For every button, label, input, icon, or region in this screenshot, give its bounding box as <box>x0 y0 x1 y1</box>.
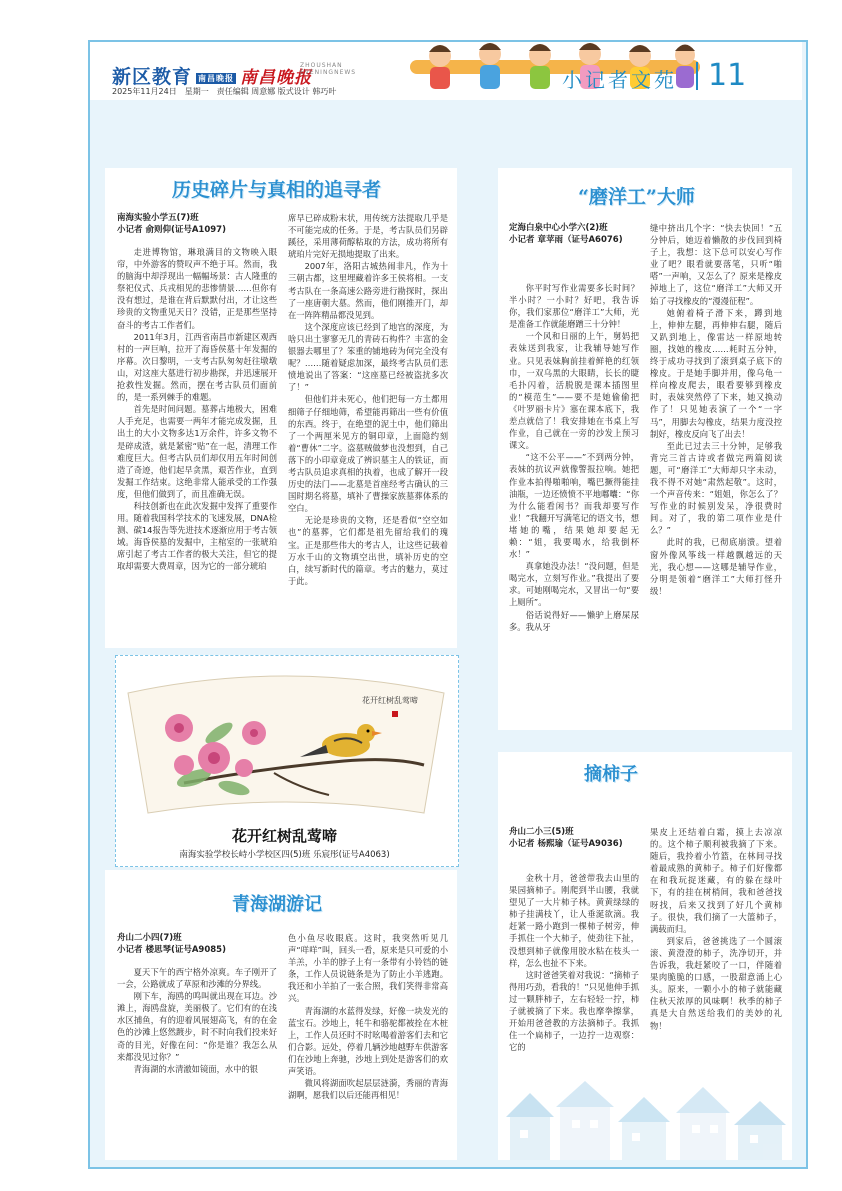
yangong-paragraph: 真拿她没办法！“没问题，但是喝完水，立刻写作业。”我提出了要求。可她刚喝完水，又冒出一句“要上厕所”。 <box>509 561 639 608</box>
yangong-paragraph: “这不公平——”不到两分钟，表妹的抗议声就像警报拉响。她把作业本拍得啪啪响，嘴巴撅得能挂油瓶，一边还愤愤不平地嘟囔：“你为什么能看闲书？而我却要写作业！”我翻开写满笔记的语文书，想堵她的嘴，结果她却要起无赖：“姐，我要喝水，给我倒杯水！” <box>509 452 639 560</box>
masthead-brand: 南昌晚报 <box>240 68 313 88</box>
persimmon-column-2 <box>650 826 782 1074</box>
persimmon-paragraph: 金秋十月，爸爸带我去山里的果园摘柿子。刚爬到半山腰，我就望见了一大片柿子林。黄黄绿绿的柿子挂满枝丫，让人垂涎欲滴。我赶紧一路小跑到一棵柿子树旁，伸手抓住一个大柿子，使劲往下扯，没想到柿子就像用胶水粘在枝头一样，怎么也扯不下来。 <box>509 873 639 968</box>
qinghai-paragraph: 夏天下午的西宁格外凉爽。车子刚开了一会，公路就成了草原和沙滩的分界线。 <box>117 967 277 990</box>
history-paragraph: 走进博物馆，琳琅满目的文物映入眼帘，中外游客的赞叹声不绝于耳。然而，我的脑海中却浮现出一幅幅场景：古人隆重的祭祀仪式、兵戎相见的悲惨情景……但你有没有想过，是谁在背后默默付出，才让这些珍贵的文物重见天日？没错，正是那些坚持奋斗的考古工作者们。 <box>117 247 277 330</box>
history-paragraph: 无论是珍贵的文物，还是看似“空空如也”的墓葬，它们都是祖先留给我们的瑰宝。正是那些伟大的考古人，让这些记载着万水千山的文物填空出世，填补历史的空白，续写新时代的篇章。考古的魅力，莫过于此。 <box>288 515 448 586</box>
section-name: 小记者文苑 <box>562 68 677 92</box>
qinghai-byline <box>117 932 277 956</box>
yangong-school: 定海白泉中心小学六(2)班 <box>509 223 608 233</box>
painting-credit: 南海实验学校长峙小学校区四(5)班 乐宸彤(证号A4063) <box>179 850 390 860</box>
qinghai-paragraph: 青海湖的水蓝得发绿，好像一块发光的蓝宝石。沙地上，牦牛和骆驼都被拴在木桩上，工作人员还时不时吆喝着游客们去和它们合影。远处，停着几辆沙地越野车供游客们在沙地上奔驰，沙地上到处是游客们的欢声笑语。 <box>288 1005 448 1077</box>
yangong-paragraph: 至此已过去三十分钟，足够我背完三首古诗或者做完两篇阅读题，可“磨洋工”大师却只字未动，我不得不对她“肃然起敬”。这时，一个声音传来：“姐姐，你怎么了？写作业的时候别发呆，净很费时间。对了，我的第二项作业是什么？” <box>650 440 782 536</box>
qinghai-paragraph: 色小鱼尽收眼底。这时，我突然听见几声“咩咩”叫，回头一看，原来是只可爱的小羊羔，小羊的脖子上有一条带有小铃铛的链条，工作人员说链条是为了防止小羊逃跑。我还和小羊拍了一张合照，我们笑得非常高兴。 <box>288 933 448 1004</box>
qinghai-paragraph: 青海湖的水清澈如镜面，水中的银 <box>133 1063 259 1074</box>
yangong-column-1 <box>509 282 639 722</box>
persimmon-paragraph: 这时爸爸笑着对我说：“摘柿子得用巧劲，看我的！”只见他伸手抓过一颗胖柿子，左右轻轻一拧，柿子就被摘了下来。我也摩拳擦掌，开始用爸爸教的方法摘柿子。我抓住一个扁柿子，一边拧一边观察：它的 <box>509 969 639 1053</box>
history-paragraph: 科技创新也在此次发掘中发挥了重要作用。随着我国科学技术的飞速发展，DNA检测、碳14报告等先进技术逐渐应用于考古领域。海昏侯墓的发掘中，主棺室的一张琥珀席引起了考古工作者的极大关注，但它的提取却需要大费周章，因为它的一部分琥珀 <box>117 500 277 572</box>
history-paragraph: 这个深度应该已经到了地宫的深度，为啥只出土寥寥无几的青砖石构件？丰富的金银器去哪里了？笨重的铺地砖为何完全没有呢？……随着疑虑加深，最终考古队员们悲愤地说出了答案：“这座墓已经被盗扰多次了！” <box>288 321 448 393</box>
qinghai-paragraph: 微风将湖面吹起层层涟漪，秀丽的青海湖啊，愿我们以后还能再相见！ <box>288 1078 448 1101</box>
yangong-paragraph: 一个风和日丽的上午，舅妈把表妹送到我家，让我辅导她写作业。只见表妹胸前挂着鲜艳的红领巾，一双乌黑的大眼睛，长长的睫毛扑闪着，活脱脱是课本插图里的“模范生”——要不是她偷偷把《叶罗丽卡片》塞在课本底下，我差点就信了！我安排她在书桌上写作业，自己就在一旁的沙发上预习课文。 <box>509 331 639 451</box>
persimmon-reporter: 小记者 杨熙瑜（证号A9036) <box>509 839 623 849</box>
masthead-title <box>112 62 312 89</box>
persimmon-paragraph: 到家后，爸爸挑选了一个圆滚滚、黄澄澄的柿子，洗净切开，并告诉我，我赶紧咬了一口，伴随着果肉脆脆的口感，一股甜意涌上心头。原来，一颗小小的柿子就能藏住秋天浓厚的风味啊！秋季的柿子真是大自然送给我们的美妙的礼物！ <box>650 935 782 1031</box>
history-column-2 <box>288 212 448 642</box>
qinghai-column-2 <box>288 932 448 1156</box>
yangong-paragraph: 你平时写作业需要多长时间？半小时？一小时？好吧，我告诉你，我们家那位“磨洋工”大师，光是准备工作就能磨蹭三十分钟！ <box>509 283 639 330</box>
qinghai-school: 舟山二小四(7)班 <box>117 933 182 943</box>
qinghai-reporter: 小记者 楼思琴(证号A9085) <box>117 945 226 955</box>
persimmon-column-1 <box>509 872 639 1072</box>
yangong-paragraph: 此时的我，已彻底崩溃。望着窗外像风筝线一样越飘越远的天光，我心想——这哪是辅导作业，分明是领着“磨洋工”大师打怪升级！ <box>650 537 782 596</box>
persimmon-article-title: 摘柿子 <box>584 764 638 785</box>
yangong-column-2 <box>650 222 782 722</box>
masthead-english-line2: EVENINGNEWS <box>300 69 357 76</box>
painting-inscription: 花开红树乱莺啼 <box>362 696 418 705</box>
houses-illustration <box>500 1075 792 1160</box>
history-school: 南海实验小学五(7)班 <box>117 213 199 223</box>
qinghai-paragraph: 刚下车，海鸥的鸣叫就出现在耳边。沙滩上，海鸥盘旋，美丽极了。它们有的在浅水区捕鱼，有的迎着风展翅高飞，有的在金色的沙滩上悠然踱步，时不时向我们投来好奇的目光，好像在问：“你是谁？我怎么从来都没见过你？” <box>117 991 277 1062</box>
page-number: 11 <box>708 58 747 93</box>
painting-title: 花开红树乱莺啼 <box>231 827 337 845</box>
history-reporter: 小记者 俞则仰(证号A1097) <box>117 225 226 235</box>
masthead-english-line1: ZHOUSHAN <box>300 62 343 69</box>
qinghai-column-1 <box>117 966 277 1156</box>
issue-line: 2025年11月24日 星期一 责任编辑 周意娜 版式设计 韩巧叶 <box>112 87 337 96</box>
painting-image <box>124 673 448 819</box>
history-paragraph: 2007年，洛阳古城热闹非凡，作为十三朝古都，这里埋藏着许多王侯将相。一支考古队在一条高速公路旁进行勘探时，探出了一座唐朝大墓。然而，他们刚推开门，却在一阵阵精品都没见到。 <box>288 261 448 320</box>
persimmon-paragraph: 果皮上还结着白霜，摸上去凉凉的。这个柿子顺利被我摘了下来。随后，我拎着小竹篮，在林间寻找着最成熟的黄柿子。柿子们好像都在和我玩捉迷藏，有的躲在绿叶下，有的挂在树梢间，我和爸爸找呀找，后来又找到了好几个黄柿子。很快，我们摘了一大篮柿子，满载而归。 <box>650 827 782 934</box>
section-divider <box>696 62 698 90</box>
history-column-1 <box>117 246 277 641</box>
history-paragraph: 首先是时间问题。墓葬占地极大，困难人手充足，也需要一两年才能完成发掘，且出土的大小文物多达1万余件，许多文物不是碎成渣，就是紧密“贴”在一起，清理工作难度巨大。但考古队员们却仅用五年时间创造了奇迹，他们起早贪黑，艰苦作业，直到发掘工作结束。这绝非常人能承受的工作强度，但他们做到了，而且准确无误。 <box>117 404 277 499</box>
history-paragraph: 2011年3月，江西省南昌市新建区观西村的一声巨响，拉开了海昏侯墓十年发掘的序幕。次日黎明，一支考古队匆匆赶往墩墩山，对这座大墓进行初步勘探，并迅速展开抢救性发掘。然而，摆在考古队员们面前的，是一系列棘手的难题。 <box>117 331 277 403</box>
yangong-reporter: 小记者 章苹雨（证号A6076) <box>509 235 623 245</box>
yangong-byline <box>509 222 639 246</box>
history-byline <box>117 212 277 236</box>
yangong-paragraph: 缝中挤出几个字：“快去快回！”五分钟后，她迈着懒散的步伐回到椅子上，我想：这下总可以安心写作业了吧？眼看就要落笔，只听“啪嗒”一声响，又怎么了？原来是橡皮掉地上了，这位“磨洋工”大师又开始了寻找橡皮的“漫漫征程”。 <box>650 223 782 306</box>
masthead-title-text: 新区教育 <box>112 66 193 88</box>
yangong-paragraph: 俗话说得好——懒驴上磨屎尿多。我从牙 <box>509 609 639 632</box>
yangong-paragraph: 她俯着椅子滑下来，蹲到地上，伸伸左腿，再伸伸右腿，随后又趴到地上，像雷达一样原地转圈，找她的橡皮……耗时五分钟，终于成功寻找到了滚到桌子底下的橡皮。于是她手脚并用，像乌龟一样向橡皮爬去，眼看要够到橡皮时，表妹突然停了下来，她又换动作了！只见她表演了一个“一字马”，用脚去勾橡皮，结果力度没控制好，橡皮反向飞了出去！ <box>650 307 782 439</box>
history-paragraph: 但他们并未死心，他们把每一方土都用细筛子仔细地筛，希望能再筛出一些有价值的东西。终于，在绝望的泥土中，他们筛出了一个两厘米见方的铜印章，上面隐约刻着“曹休”二字。盗墓贼做梦也没想到，自己落下的小印章竟成了辨识墓主人的铁证，而考古队员追求真相的执着，也成了解开一段历史的法门——北墓是首座经考古确认的三国时期名将墓，填补了曹操家族墓葬体系的空白。 <box>288 394 448 514</box>
persimmon-byline <box>509 826 639 850</box>
masthead-english <box>300 62 356 76</box>
history-article-title: 历史碎片与真相的追寻者 <box>172 179 382 201</box>
persimmon-school: 舟山二小三(5)班 <box>509 827 574 837</box>
history-paragraph: 席早已碎成粉末状，用传统方法提取几乎是不可能完成的任务。于是，考古队员们另辟蹊径，采用薄荷醇粘取的方法，成功将所有琥珀片完好无损地提取了出来。 <box>288 213 448 260</box>
yangong-article-title: “磨洋工”大师 <box>578 186 695 208</box>
qinghai-article-title: 青海湖游记 <box>232 894 322 915</box>
masthead-badge: 南昌晚报 <box>198 73 235 83</box>
